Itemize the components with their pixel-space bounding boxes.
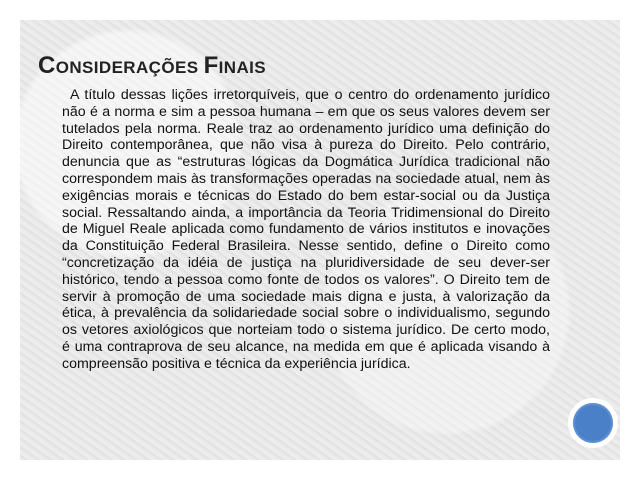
slide-title (38, 50, 598, 84)
right-border (620, 0, 638, 479)
title-initial-1: C (38, 52, 56, 79)
bottom-border (0, 460, 638, 479)
title-rest-1: ONSIDERAÇÕES (55, 58, 204, 77)
title-initial-2: F (203, 52, 219, 79)
top-border (0, 0, 638, 20)
left-border (0, 0, 20, 479)
slide-body-text: A título dessas lições irretorquíveis, que o centro do ordenamento jurídico não é a norma e sim a pessoa humana – em que os seus valores devem ser tutelados pela norma. Reale traz ao ordenamento jurídico uma definição do Direito contemporânea, que não visa à pureza do Direito. Pelo contrário, denuncia que as “estruturas lógicas da Dogmática Jurídica tradicional não correspondem mais às transformações operadas na sociedade atual, nem às exigências morais e técnicas do Estado do bem estar-social ou da Justiça social. Ressaltando ainda, a importância da Teoria Tridimensional do Direito de Miguel Reale aplicada como fundamento de vários institutos e inovações da Constituição Federal Brasileira. Nesse sentido, define o Direito como “concretização da idéia de justiça na pluridiversidade de seu dever-ser histórico, tendo a pessoa como fonte de todos os valores”. O Direito tem de servir à promoção de uma sociedade mais digna e justa, à valorização da ética, à prevalência da solidariedade social sobre o individualismo, segundo os vetores axiológicos que norteiam todo o sistema jurídico. De certo modo, é uma contraprova de seu alcance, na medida em que é aplicada visando à compreensão positiva e técnica da experiência jurídica. (62, 87, 550, 372)
title-rest-2: INAIS (218, 58, 266, 77)
blue-circle-icon (573, 403, 613, 443)
